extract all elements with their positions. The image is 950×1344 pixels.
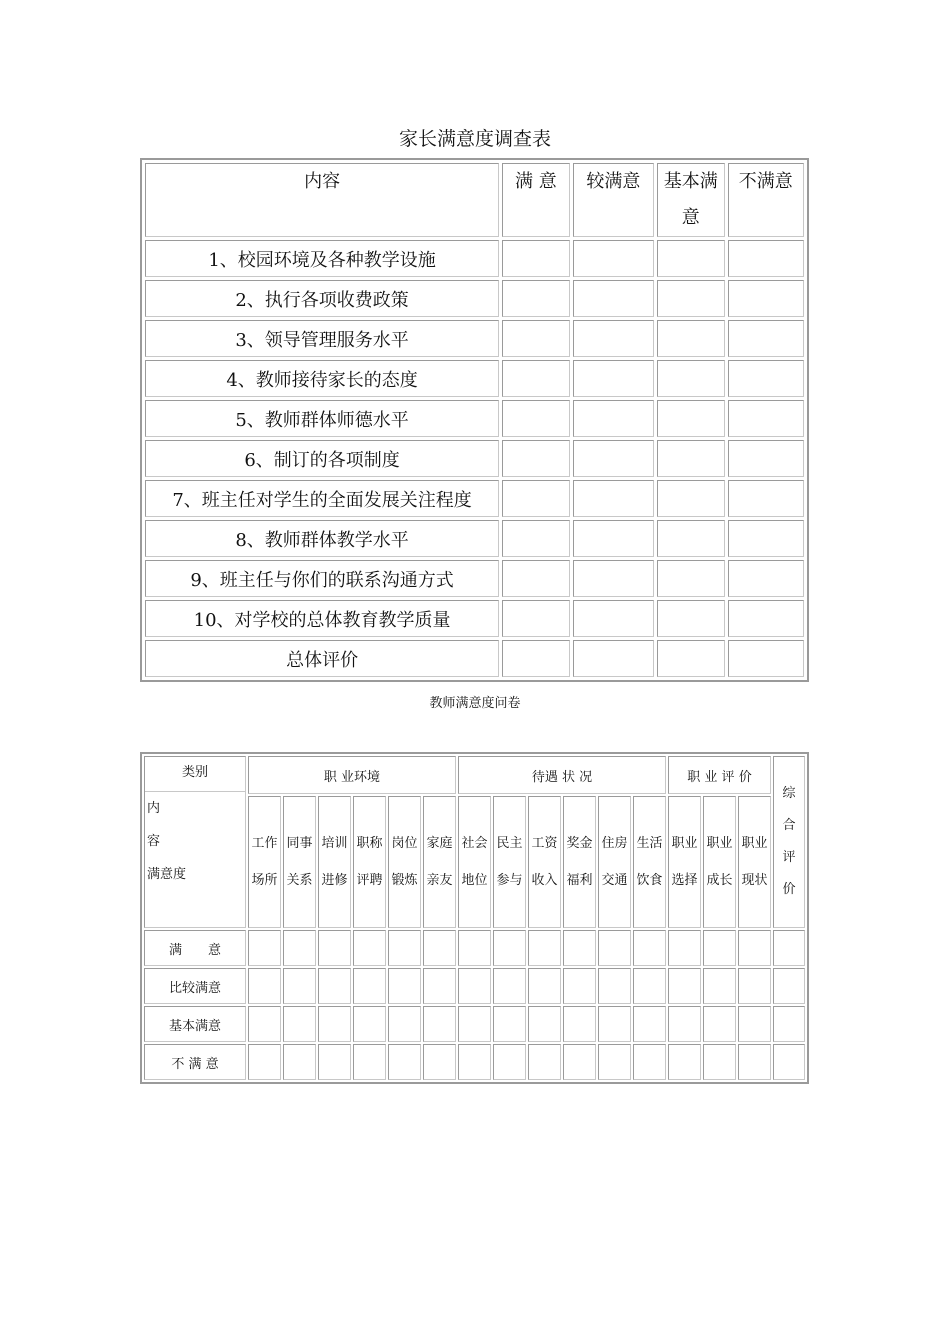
teacher-survey-group-row bbox=[144, 756, 805, 794]
parent-survey-row bbox=[145, 640, 804, 677]
overall-evaluation-header bbox=[773, 756, 805, 928]
parent-survey-item-label: 3、领导管理服务水平 bbox=[145, 320, 499, 357]
teacher-item-header-line2: 成长 bbox=[706, 873, 733, 889]
teacher-rating-cell[interactable] bbox=[283, 1044, 316, 1080]
rating-cell-fairly-satisfied[interactable] bbox=[573, 440, 655, 477]
teacher-rating-cell[interactable] bbox=[668, 1006, 701, 1042]
rating-cell-basic-satisfied[interactable] bbox=[657, 360, 724, 397]
teacher-survey-table bbox=[140, 752, 809, 1084]
teacher-item-header bbox=[703, 796, 736, 928]
teacher-rating-cell[interactable] bbox=[458, 1044, 491, 1080]
teacher-rating-cell[interactable] bbox=[353, 1044, 386, 1080]
rating-cell-satisfied[interactable] bbox=[502, 600, 569, 637]
teacher-item-header bbox=[598, 796, 631, 928]
teacher-item-header bbox=[493, 796, 526, 928]
rating-cell-basic-satisfied[interactable] bbox=[657, 640, 724, 677]
header-basic-satisfied-line2: 意 bbox=[681, 207, 700, 228]
rating-cell-fairly-satisfied[interactable] bbox=[573, 480, 655, 517]
rating-cell-satisfied[interactable] bbox=[502, 560, 569, 597]
rating-cell-unsatisfied[interactable] bbox=[728, 640, 805, 677]
teacher-item-header-line1: 奖金 bbox=[566, 836, 593, 852]
rating-cell-fairly-satisfied[interactable] bbox=[573, 280, 655, 317]
teacher-rating-cell[interactable] bbox=[423, 968, 456, 1004]
rating-cell-satisfied[interactable] bbox=[502, 520, 569, 557]
teacher-rating-cell[interactable] bbox=[528, 1044, 561, 1080]
parent-survey-item-label: 8、教师群体教学水平 bbox=[145, 520, 499, 557]
teacher-item-header-line1: 工资 bbox=[531, 836, 558, 852]
parent-survey-row bbox=[145, 600, 804, 637]
teacher-level-label: 比较满意 bbox=[144, 968, 246, 1004]
teacher-rating-cell[interactable] bbox=[633, 1006, 666, 1042]
header-satisfied: 满 意 bbox=[502, 163, 569, 237]
teacher-item-header-line1: 家庭 bbox=[426, 836, 453, 852]
rating-cell-basic-satisfied[interactable] bbox=[657, 520, 724, 557]
teacher-rating-cell[interactable] bbox=[318, 1044, 351, 1080]
teacher-level-row bbox=[144, 930, 805, 966]
teacher-item-header bbox=[423, 796, 456, 928]
teacher-item-header-line2: 关系 bbox=[286, 873, 313, 889]
rating-cell-fairly-satisfied[interactable] bbox=[573, 640, 655, 677]
teacher-item-header-line1: 社会 bbox=[461, 836, 488, 852]
rating-cell-basic-satisfied[interactable] bbox=[657, 240, 724, 277]
teacher-item-header bbox=[318, 796, 351, 928]
teacher-rating-cell[interactable] bbox=[633, 930, 666, 966]
teacher-rating-cell[interactable] bbox=[493, 1044, 526, 1080]
teacher-rating-cell[interactable] bbox=[283, 1006, 316, 1042]
teacher-rating-cell[interactable] bbox=[738, 1006, 771, 1042]
teacher-rating-cell[interactable] bbox=[773, 1044, 805, 1080]
teacher-item-header-line1: 职业 bbox=[741, 836, 768, 852]
parent-survey-item-label: 4、教师接待家长的态度 bbox=[145, 360, 499, 397]
teacher-item-header-line2: 饮食 bbox=[636, 873, 663, 889]
rating-cell-satisfied[interactable] bbox=[502, 240, 569, 277]
teacher-rating-cell[interactable] bbox=[248, 968, 281, 1004]
parent-survey-row bbox=[145, 480, 804, 517]
rating-cell-unsatisfied[interactable] bbox=[728, 520, 805, 557]
teacher-item-header-line2: 参与 bbox=[496, 873, 523, 889]
overall-char-3: 评 bbox=[782, 850, 796, 865]
teacher-item-header-line2: 交通 bbox=[601, 873, 628, 889]
teacher-rating-cell[interactable] bbox=[493, 968, 526, 1004]
teacher-rating-cell[interactable] bbox=[668, 1044, 701, 1080]
teacher-item-header bbox=[458, 796, 491, 928]
teacher-item-header-line2: 地位 bbox=[461, 873, 488, 889]
rating-cell-fairly-satisfied[interactable] bbox=[573, 520, 655, 557]
teacher-rating-cell[interactable] bbox=[528, 1006, 561, 1042]
parent-survey-title: 家长满意度调查表 bbox=[398, 128, 551, 150]
teacher-rating-cell[interactable] bbox=[528, 930, 561, 966]
teacher-rating-cell[interactable] bbox=[773, 930, 805, 966]
parent-survey-item-label: 5、教师群体师德水平 bbox=[145, 400, 499, 437]
teacher-rating-cell[interactable] bbox=[703, 1006, 736, 1042]
parent-survey-item-label: 10、对学校的总体教育教学质量 bbox=[145, 600, 499, 637]
teacher-rating-cell[interactable] bbox=[703, 1044, 736, 1080]
overall-char-2: 合 bbox=[782, 818, 796, 833]
teacher-rating-cell[interactable] bbox=[598, 1006, 631, 1042]
teacher-level-row bbox=[144, 968, 805, 1004]
header-fairly-satisfied: 较满意 bbox=[573, 163, 655, 237]
rating-cell-fairly-satisfied[interactable] bbox=[573, 600, 655, 637]
teacher-item-header bbox=[633, 796, 666, 928]
teacher-survey-title: 教师满意度问卷 bbox=[429, 696, 521, 711]
teacher-rating-cell[interactable] bbox=[563, 1006, 596, 1042]
parent-survey-item-label: 6、制订的各项制度 bbox=[145, 440, 499, 477]
teacher-item-header bbox=[388, 796, 421, 928]
teacher-rating-cell[interactable] bbox=[458, 1006, 491, 1042]
teacher-rating-cell[interactable] bbox=[633, 1044, 666, 1080]
rating-cell-unsatisfied[interactable] bbox=[728, 560, 805, 597]
teacher-rating-cell[interactable] bbox=[773, 1006, 805, 1042]
rating-cell-satisfied[interactable] bbox=[502, 360, 569, 397]
rating-cell-satisfied[interactable] bbox=[502, 480, 569, 517]
rating-cell-fairly-satisfied[interactable] bbox=[573, 400, 655, 437]
teacher-rating-cell[interactable] bbox=[633, 968, 666, 1004]
teacher-item-header-line1: 职业 bbox=[671, 836, 698, 852]
rating-cell-unsatisfied[interactable] bbox=[728, 280, 805, 317]
parent-survey-item-label: 9、班主任与你们的联系沟通方式 bbox=[145, 560, 499, 597]
teacher-rating-cell[interactable] bbox=[423, 930, 456, 966]
corner-category: 类别 bbox=[145, 757, 245, 792]
parent-survey-row bbox=[145, 400, 804, 437]
header-basic-satisfied bbox=[657, 163, 724, 237]
teacher-rating-cell[interactable] bbox=[388, 1044, 421, 1080]
teacher-rating-cell[interactable] bbox=[528, 968, 561, 1004]
teacher-item-header-line2: 场所 bbox=[251, 873, 278, 889]
parent-survey-row bbox=[145, 280, 804, 317]
teacher-level-label: 满 意 bbox=[144, 930, 246, 966]
teacher-item-header bbox=[528, 796, 561, 928]
teacher-rating-cell[interactable] bbox=[318, 930, 351, 966]
teacher-rating-cell[interactable] bbox=[283, 930, 316, 966]
header-basic-satisfied-line1: 基本满 bbox=[663, 171, 718, 192]
parent-survey-header-row bbox=[145, 163, 804, 237]
parent-survey-item-label: 1、校园环境及各种教学设施 bbox=[145, 240, 499, 277]
rating-cell-satisfied[interactable] bbox=[502, 400, 569, 437]
corner-line-satisfaction: 满意度 bbox=[147, 867, 187, 882]
teacher-item-header-line2: 福利 bbox=[566, 873, 593, 889]
overall-char-1: 综 bbox=[782, 786, 796, 801]
rating-cell-basic-satisfied[interactable] bbox=[657, 480, 724, 517]
teacher-level-row bbox=[144, 1006, 805, 1042]
teacher-item-header-line1: 生活 bbox=[636, 836, 663, 852]
parent-survey-row bbox=[145, 520, 804, 557]
teacher-rating-cell[interactable] bbox=[353, 1006, 386, 1042]
rating-cell-fairly-satisfied[interactable] bbox=[573, 360, 655, 397]
rating-cell-basic-satisfied[interactable] bbox=[657, 400, 724, 437]
parent-survey-row bbox=[145, 240, 804, 277]
teacher-rating-cell[interactable] bbox=[493, 930, 526, 966]
parent-survey-row bbox=[145, 360, 804, 397]
rating-cell-basic-satisfied[interactable] bbox=[657, 600, 724, 637]
teacher-rating-cell[interactable] bbox=[458, 968, 491, 1004]
teacher-rating-cell[interactable] bbox=[563, 1044, 596, 1080]
teacher-item-header bbox=[353, 796, 386, 928]
rating-cell-unsatisfied[interactable] bbox=[728, 400, 805, 437]
rating-cell-basic-satisfied[interactable] bbox=[657, 440, 724, 477]
teacher-rating-cell[interactable] bbox=[388, 930, 421, 966]
teacher-rating-cell[interactable] bbox=[703, 930, 736, 966]
rating-cell-satisfied[interactable] bbox=[502, 640, 569, 677]
teacher-item-header-line2: 亲友 bbox=[426, 873, 453, 889]
teacher-rating-cell[interactable] bbox=[388, 1006, 421, 1042]
rating-cell-basic-satisfied[interactable] bbox=[657, 280, 724, 317]
rating-cell-unsatisfied[interactable] bbox=[728, 320, 805, 357]
teacher-rating-cell[interactable] bbox=[318, 968, 351, 1004]
teacher-rating-cell[interactable] bbox=[598, 968, 631, 1004]
teacher-rating-cell[interactable] bbox=[493, 1006, 526, 1042]
teacher-item-header-line2: 收入 bbox=[531, 873, 558, 889]
parent-survey-row bbox=[145, 560, 804, 597]
teacher-item-header-line1: 民主 bbox=[496, 836, 523, 852]
teacher-item-header-line1: 岗位 bbox=[391, 836, 418, 852]
teacher-rating-cell[interactable] bbox=[388, 968, 421, 1004]
teacher-rating-cell[interactable] bbox=[598, 1044, 631, 1080]
rating-cell-satisfied[interactable] bbox=[502, 440, 569, 477]
corner-line-content-2: 容 bbox=[147, 834, 161, 849]
parent-survey-item-label: 7、班主任对学生的全面发展关注程度 bbox=[145, 480, 499, 517]
teacher-item-header-line2: 评聘 bbox=[356, 873, 383, 889]
teacher-level-row bbox=[144, 1044, 805, 1080]
teacher-rating-cell[interactable] bbox=[668, 968, 701, 1004]
teacher-rating-cell[interactable] bbox=[318, 1006, 351, 1042]
header-unsatisfied: 不满意 bbox=[728, 163, 805, 237]
parent-survey-row bbox=[145, 320, 804, 357]
teacher-rating-cell[interactable] bbox=[703, 968, 736, 1004]
group-environment: 职 业环境 bbox=[248, 756, 456, 794]
teacher-rating-cell[interactable] bbox=[353, 930, 386, 966]
teacher-rating-cell[interactable] bbox=[248, 1006, 281, 1042]
teacher-item-header bbox=[283, 796, 316, 928]
teacher-item-header-line2: 现状 bbox=[741, 873, 768, 889]
group-evaluation: 职 业 评 价 bbox=[668, 756, 771, 794]
teacher-item-header-line2: 进修 bbox=[321, 873, 348, 889]
teacher-level-label: 不 满 意 bbox=[144, 1044, 246, 1080]
rating-cell-satisfied[interactable] bbox=[502, 320, 569, 357]
teacher-rating-cell[interactable] bbox=[248, 1044, 281, 1080]
header-content: 内容 bbox=[145, 163, 499, 237]
rating-cell-unsatisfied[interactable] bbox=[728, 480, 805, 517]
rating-cell-unsatisfied[interactable] bbox=[728, 440, 805, 477]
rating-cell-satisfied[interactable] bbox=[502, 280, 569, 317]
teacher-rating-cell[interactable] bbox=[738, 1044, 771, 1080]
parent-survey-table bbox=[140, 158, 809, 682]
teacher-rating-cell[interactable] bbox=[283, 968, 316, 1004]
teacher-rating-cell[interactable] bbox=[563, 930, 596, 966]
teacher-rating-cell[interactable] bbox=[598, 930, 631, 966]
rating-cell-unsatisfied[interactable] bbox=[728, 360, 805, 397]
teacher-item-header-line1: 培训 bbox=[321, 836, 348, 852]
teacher-rating-cell[interactable] bbox=[563, 968, 596, 1004]
teacher-rating-cell[interactable] bbox=[668, 930, 701, 966]
teacher-rating-cell[interactable] bbox=[738, 930, 771, 966]
teacher-rating-cell[interactable] bbox=[248, 930, 281, 966]
rating-cell-fairly-satisfied[interactable] bbox=[573, 560, 655, 597]
parent-survey-row bbox=[145, 440, 804, 477]
teacher-rating-cell[interactable] bbox=[353, 968, 386, 1004]
teacher-item-header-line2: 选择 bbox=[671, 873, 698, 889]
rating-cell-fairly-satisfied[interactable] bbox=[573, 240, 655, 277]
teacher-item-header-line1: 工作 bbox=[251, 836, 278, 852]
rating-cell-basic-satisfied[interactable] bbox=[657, 560, 724, 597]
teacher-item-header bbox=[563, 796, 596, 928]
corner-cell bbox=[144, 756, 246, 928]
teacher-item-header-line1: 住房 bbox=[601, 836, 628, 852]
teacher-item-header-line1: 职称 bbox=[356, 836, 383, 852]
rating-cell-basic-satisfied[interactable] bbox=[657, 320, 724, 357]
teacher-rating-cell[interactable] bbox=[458, 930, 491, 966]
rating-cell-unsatisfied[interactable] bbox=[728, 240, 805, 277]
teacher-level-label: 基本满意 bbox=[144, 1006, 246, 1042]
teacher-item-header bbox=[248, 796, 281, 928]
teacher-item-header bbox=[668, 796, 701, 928]
overall-char-4: 价 bbox=[782, 882, 796, 897]
teacher-item-header bbox=[738, 796, 771, 928]
rating-cell-unsatisfied[interactable] bbox=[728, 600, 805, 637]
teacher-rating-cell[interactable] bbox=[423, 1006, 456, 1042]
parent-survey-item-label: 总体评价 bbox=[145, 640, 499, 677]
teacher-item-header-line1: 职业 bbox=[706, 836, 733, 852]
teacher-rating-cell[interactable] bbox=[423, 1044, 456, 1080]
teacher-rating-cell[interactable] bbox=[773, 968, 805, 1004]
group-treatment: 待遇 状 况 bbox=[458, 756, 666, 794]
parent-survey-item-label: 2、执行各项收费政策 bbox=[145, 280, 499, 317]
teacher-rating-cell[interactable] bbox=[738, 968, 771, 1004]
teacher-item-header-line1: 同事 bbox=[286, 836, 313, 852]
corner-line-content-1: 内 bbox=[147, 801, 161, 816]
rating-cell-fairly-satisfied[interactable] bbox=[573, 320, 655, 357]
teacher-item-header-line2: 锻炼 bbox=[391, 873, 418, 889]
